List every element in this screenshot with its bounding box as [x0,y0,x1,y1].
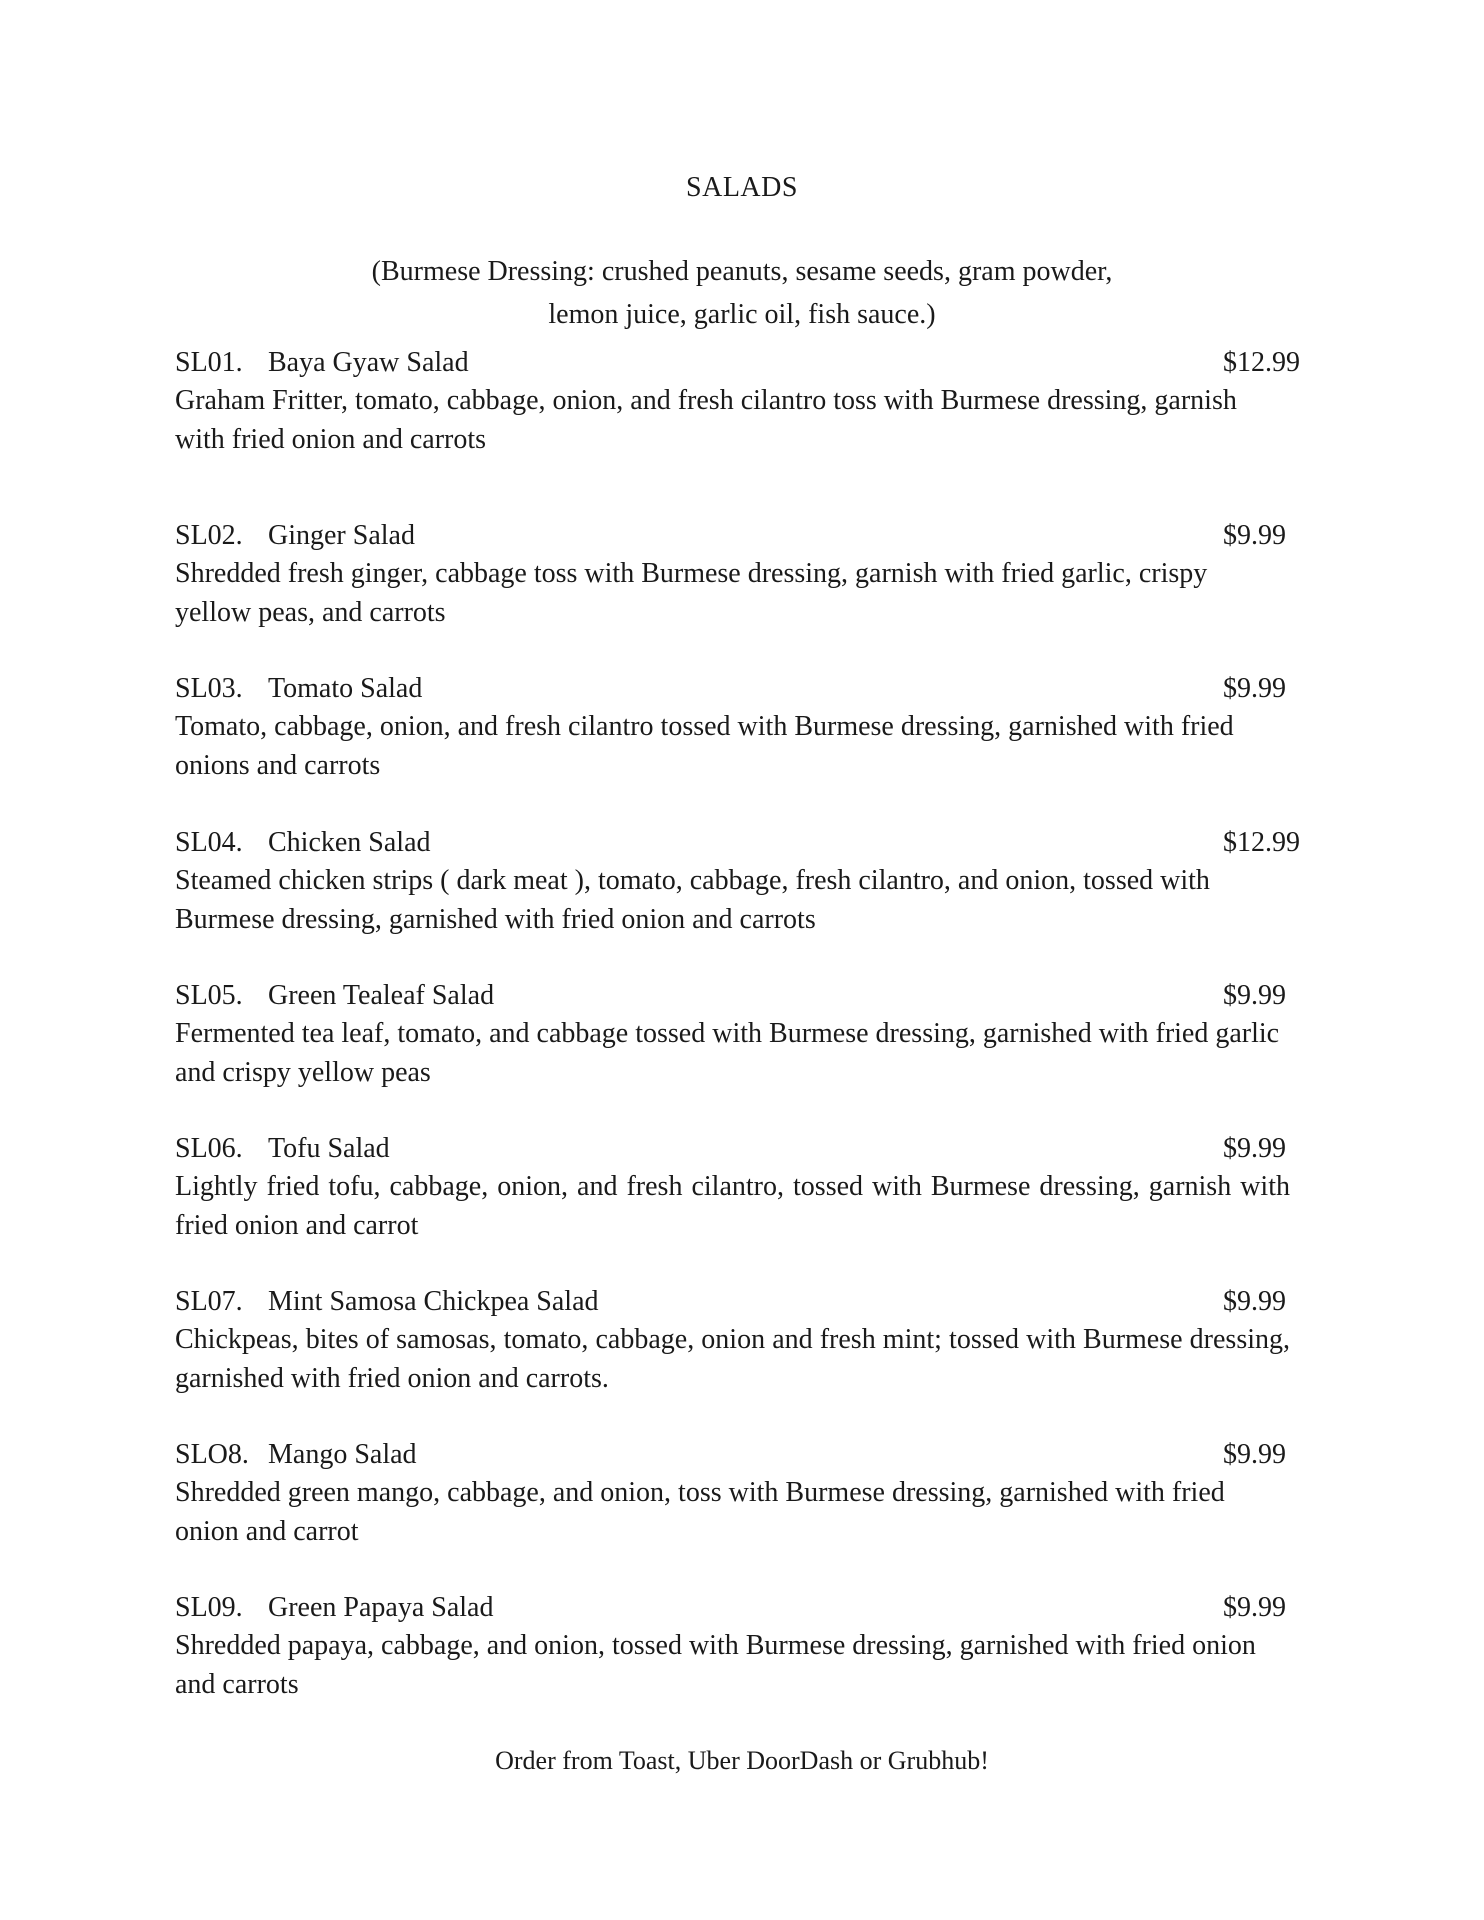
item-code: SL04. [175,827,243,858]
item-price: $9.99 [1223,1286,1286,1317]
item-code: SL02. [175,520,243,551]
item-name: Green Tealeaf Salad [268,980,495,1011]
item-code: SL09. [175,1592,243,1623]
item-name: Mint Samosa Chickpea Salad [268,1286,599,1317]
item-description: Chickpeas, bites of samosas, tomato, cabbage, onion and fresh mint; tossed with Burmese dressing, garnished with fried onion and carrots. [175,1324,1290,1394]
item-price: $12.99 [1223,347,1300,378]
item-description: Shredded green mango, cabbage, and onion, toss with Burmese dressing, garnished with fried onion and carrot [175,1477,1225,1547]
item-price: $12.99 [1223,827,1300,858]
item-name: Baya Gyaw Salad [268,347,469,378]
item-description: Tomato, cabbage, onion, and fresh cilantro tossed with Burmese dressing, garnished with fried onions and carrots [175,711,1234,781]
item-name: Mango Salad [268,1439,417,1470]
item-code: SL03. [175,673,243,704]
dressing-note-line-2: lemon juice, garlic oil, fish sauce.) [548,299,936,330]
item-name: Ginger Salad [268,520,415,551]
item-code: SL06. [175,1133,243,1164]
dressing-note-line-1: (Burmese Dressing: crushed peanuts, sesame seeds, gram powder, [371,256,1113,287]
item-description: Graham Fritter, tomato, cabbage, onion, and fresh cilantro toss with Burmese dressing, garnish with fried onion and carrots [175,385,1237,455]
dressing-note [0,250,1484,336]
item-price: $9.99 [1223,1439,1286,1470]
menu-item-sl07 [175,1283,1290,1398]
item-price: $9.99 [1223,980,1286,1011]
item-name: Tofu Salad [268,1133,390,1164]
menu-item-sl08 [175,1436,1290,1551]
item-description: Fermented tea leaf, tomato, and cabbage tossed with Burmese dressing, garnished with fried garlic and crispy yellow peas [175,1018,1280,1088]
item-price: $9.99 [1223,673,1286,704]
item-price: $9.99 [1223,520,1286,551]
item-description: Shredded fresh ginger, cabbage toss with Burmese dressing, garnish with fried garlic, crispy yellow peas, and carrots [175,558,1208,628]
menu-item-sl01 [175,344,1300,459]
item-description: Shredded papaya, cabbage, and onion, tossed with Burmese dressing, garnished with fried onion and carrots [175,1630,1256,1700]
item-price: $9.99 [1223,1592,1286,1623]
item-price: $9.99 [1223,1133,1286,1164]
item-name: Green Papaya Salad [268,1592,494,1623]
item-name: Tomato Salad [268,673,423,704]
menu-item-sl06 [175,1130,1290,1245]
page-title: SALADS [686,172,798,203]
item-description: Lightly fried tofu, cabbage, onion, and fresh cilantro, tossed with Burmese dressing, garnish with fried onion and carrot [175,1171,1290,1241]
item-code: SL07. [175,1286,243,1317]
menu-item-sl03 [175,670,1290,785]
item-description: Steamed chicken strips ( dark meat ), tomato, cabbage, fresh cilantro, and onion, tossed with Burmese dressing, garnished with fried onion and carrots [175,865,1210,935]
item-code: SLO8. [175,1439,249,1470]
menu-item-sl04 [175,824,1300,939]
item-code: SL05. [175,980,243,1011]
order-footer-note: Order from Toast, Uber DoorDash or Grubhub! [495,1746,989,1775]
menu-item-sl09 [175,1589,1290,1704]
item-code: SL01. [175,347,243,378]
item-name: Chicken Salad [268,827,431,858]
menu-item-sl05 [175,977,1290,1092]
menu-item-sl02 [175,517,1290,632]
